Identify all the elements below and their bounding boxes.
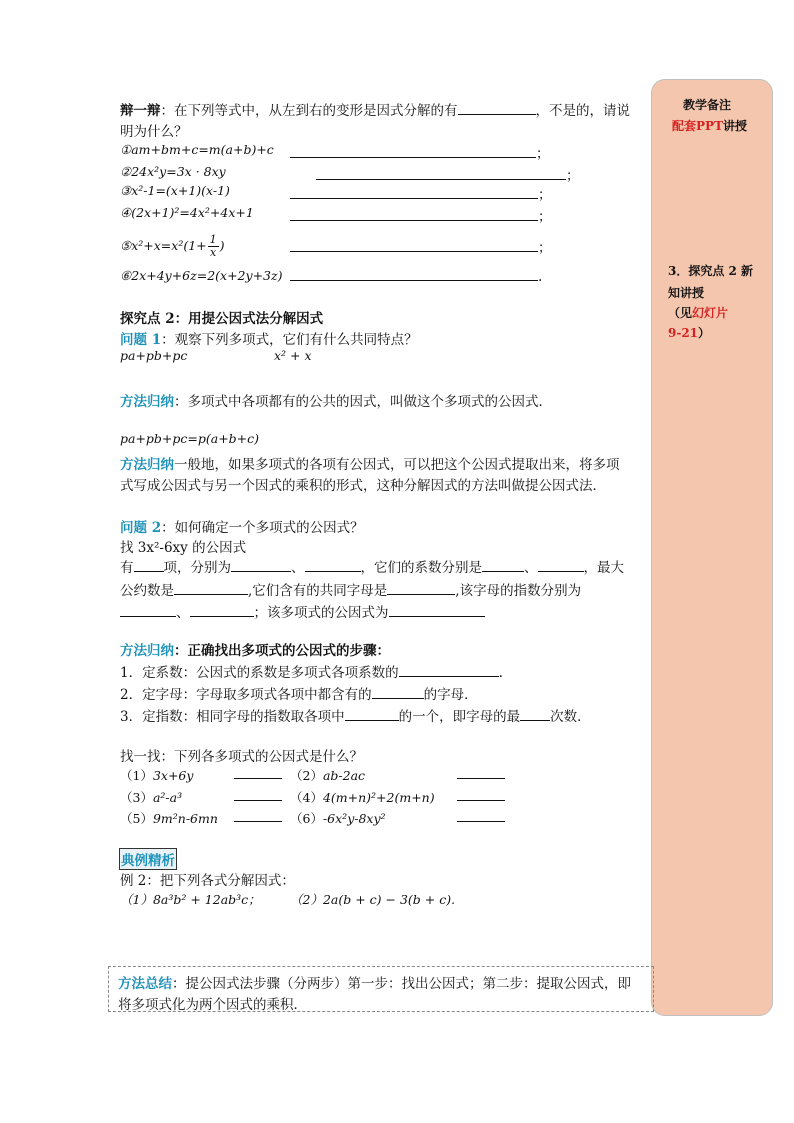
steps-title: 方法归纳：正确找出多项式的公因式的步骤： — [120, 643, 390, 659]
fc-item-1: （1）3x+6y — [120, 768, 194, 783]
method-summary-2: 方法归纳一般地，如果多项式的各项有公因式，可以把这个公因式提取出来，将多项 — [120, 457, 620, 473]
summary-line-1: 方法总结：提公因式法步骤（分两步）第一步：找出公因式；第二步：提取公因式，即 — [118, 976, 631, 992]
debate-item-2: ②24x²y=3x · 8xy — [120, 164, 226, 179]
question-2: 问题 2：如何确定一个多项式的公因式？ — [120, 520, 364, 536]
example-item-1: （1）8a³b² + 12ab³c； — [120, 892, 261, 907]
sidebar-note-line4: 9-21） — [668, 326, 711, 340]
debate-item-5: ⑤x²+x=x²(1+ $\frac{1}{x}$ ) — [120, 233, 225, 259]
fc-item-2: （2）ab-2ac — [290, 768, 366, 783]
fill-line-1: 有 项，分别为 、 ，它们的系数分别是 、 ，最大 — [120, 560, 624, 576]
answer-line-2[interactable]: ； — [316, 164, 580, 184]
fc-item-6: （6）-6x²y-8xy² — [290, 811, 386, 826]
fc-answer-1[interactable] — [234, 766, 282, 783]
poly-1: pa+pb+pc — [120, 348, 188, 363]
fc-item-4: （4）4(m+n)²+2(m+n) — [290, 790, 435, 805]
debate-item-4: ④(2x+1)²=4x²+4x+1 — [120, 205, 254, 220]
method-summary-1: 方法归纳：多项式中各项都有的公共的因式，叫做这个多项式的公因式． — [120, 394, 552, 410]
step-2: 2．定字母：字母取多项式各项中都含有的 的字母． — [120, 687, 478, 703]
debate-intro-2: 明为什么？ — [120, 124, 188, 140]
answer-line-4[interactable]: ； — [290, 205, 552, 225]
example-box-label: 典例精析 — [119, 848, 177, 870]
sidebar-ppt-note: 配套PPT讲授 — [672, 119, 748, 133]
find-common-title: 找一找：下列各多项式的公因式是什么？ — [120, 749, 363, 765]
step-1: 1．定系数：公因式的系数是多项式各项系数的 . — [120, 665, 503, 681]
fill-line-2: 公约数是 ,它们含有的共同字母是 ,该字母的指数分别为 — [120, 583, 582, 599]
fc-answer-3[interactable] — [234, 788, 282, 805]
fc-answer-2[interactable] — [457, 766, 505, 783]
answer-line-5[interactable]: ； — [290, 236, 552, 256]
fc-answer-6[interactable] — [457, 809, 505, 826]
sidebar-note-line2: 知讲授 — [668, 286, 705, 300]
debate-item-1: ①am+bm+c=m(a+b)+c — [120, 142, 274, 157]
example-title: 例 2：把下列各式分解因式： — [120, 873, 295, 889]
debate-item-6: ⑥2x+4y+6z=2(x+2y+3z) — [120, 268, 283, 283]
step-3: 3．定指数：相同字母的指数取各项中 的一个，即字母的最 次数． — [120, 709, 591, 725]
method-summary-2b: 式写成公因式与另一个因式的乘积的形式，这种分解因式的方法叫做提公因式法． — [120, 478, 606, 494]
answer-line-3[interactable]: ； — [290, 183, 552, 203]
find-line: 找 3x²-6xy 的公因式 — [120, 540, 247, 556]
question-1: 问题 1：观察下列多项式，它们有什么共同特点？ — [120, 332, 418, 348]
debate-item-3: ③x²-1=(x+1)(x-1) — [120, 183, 230, 198]
fc-item-5: （5）9m²n-6mn — [120, 811, 218, 826]
fc-item-3: （3）a²-a³ — [120, 790, 183, 805]
summary-line-2: 将多项式化为两个因式的乘积． — [118, 997, 307, 1013]
section2-title: 探究点 2：用提公因式法分解因式 — [120, 311, 324, 327]
fill-line-3: 、 ；该多项式的公因式为 — [120, 601, 485, 621]
example-item-2: （2）2a(b + c) − 3(b + c). — [290, 892, 456, 907]
debate-intro: 辩一辩：在下列等式中，从左到右的变形是因式分解的有 ，不是的，请说 — [120, 103, 630, 119]
sidebar-note-line1: 3．探究点 2 新 — [668, 264, 754, 278]
identity: pa+pb+pc=p(a+b+c) — [120, 431, 260, 446]
answer-line-6[interactable]: . — [290, 268, 542, 285]
fc-answer-4[interactable] — [457, 788, 505, 805]
answer-line-1[interactable]: ； — [290, 142, 550, 162]
teaching-notes-sidebar — [651, 79, 773, 1016]
sidebar-note-line3: （见幻灯片 — [668, 306, 729, 320]
sidebar-title: 教学备注 — [683, 98, 732, 112]
fc-answer-5[interactable] — [234, 809, 282, 826]
poly-2: x² + x — [274, 348, 312, 363]
